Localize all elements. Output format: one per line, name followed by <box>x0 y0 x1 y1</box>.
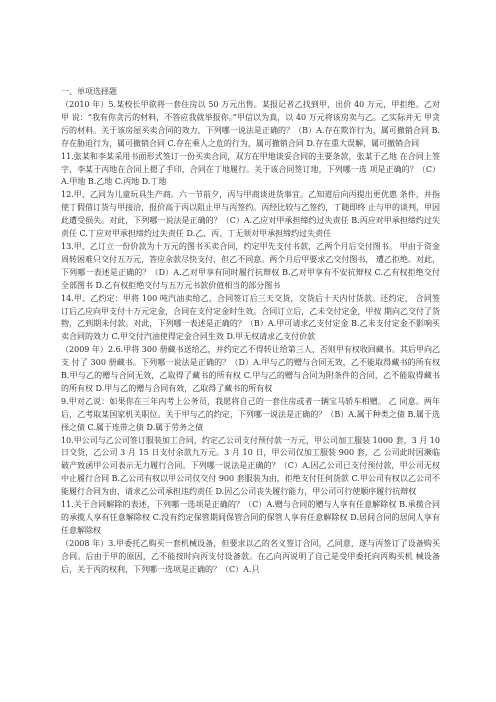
question-paragraph: （2009 年）2.6.甲将 300 册藏书送给乙，并约定乙不得转让给第三人，否则甲有权收回藏书。其后甲向乙支 付了 300 册藏书。下列哪一说法是正确的？（D）A.甲与乙的赠与合同无效，乙不能取得藏书的所有权 B.甲与乙的赠与合同无效，乙取得了藏书的所有权 C.甲与乙的赠与合同为附条件的合同，乙不能取得藏书的所有权 D.甲与乙的赠与合同有效，乙取得了藏书的所有权 <box>61 345 440 393</box>
question-paragraph: （2008 年）3.甲委托乙购买一套机械设备，但要求以乙的名义签订合同，乙同意，遂与丙签订了设备购买 合同。后由于甲的原因，乙不能按时向丙支付设备款。在乙向丙说明了自己是受甲委托向丙购买机 械设备后，关于丙的权利，下列哪一选项是正确的？（C）A.只 <box>61 538 440 574</box>
section-title: 一、单项选择题 <box>61 87 117 96</box>
question-paragraph: 11.关于合同解除的表述，下列哪一选项是正确的？（C）A.赠与合同的赠与人享有任意解除权 B.承揽合同的承揽人享有任意解除权 C.没有约定保管期间保管合同的保管人享有任意解除权 D.居间合同的居间人享有任意解除权 <box>61 500 440 535</box>
question-paragraph: （2010 年）5.某校长甲欲将一套住房以 50 万元出售。某报记者乙找到甲，出价 40 万元，甲拒绝。乙对甲 说：“我有你贪污的材料，不答应我就举报你。”甲信以为真，以 40 万元将该房卖与乙。乙实际并无 甲贪污的材料。关于该房屋买卖合同的效力，下列哪一说法是正确的？（B）A.存在欺诈行为，属可撤销合同 B.存在胁迫行为，属可撤销合同 C.存在乘人之危的行为，属可撤销合同 D.存在重大误解，属可撤销合同 <box>61 100 440 148</box>
question-paragraph: 10.甲公司与乙公司签订服装加工合同，约定乙公司支付预付款一万元，甲公司加工服装 1000 套，3 月 10 日交货，乙公司 3 月 15 日支付余款九万元。3 月 10 日，甲公司仅加工服装 900 套，乙 公司此时因濒临破产致函甲公司表示无力履行合同。下列哪一说法是正确的？（C）A.因乙公司已支付预付款，甲公司无权中止履行合同 B.乙公司有权以甲公司仅交付 900 套服装为由，拒绝支付任何货款 C.甲公司有权以乙公司不能履行合同为由，请求乙公司承担违约责任 D.因乙公司丧失履行能力，甲公司可行使顺序履行抗辩权 <box>61 435 440 497</box>
question-paragraph: 14.甲、乙约定：甲将 100 吨汽油卖给乙，合同签订后三天交货，交货后十天内付货款。还约定， 合同签订后乙应向甲支付十万元定金，合同在支付定金时生效。合同订立后，乙未交付定金，甲按 期向乙交付了货物，乙到期未付款。对此，下列哪一表述是正确的？（B）A.甲可请求乙支付定金 B.乙未支付定金不影响买卖合同的效力 C.甲交付汽油使得定金合同生效 D.甲无权请求乙支付价款 <box>61 293 440 342</box>
document-body <box>61 99 440 577</box>
question-paragraph: 9.甲对乙说：如果你在三年内考上公务员，我愿将自己的一套住房或者一辆宝马轿车相赠。 乙 同意。两年后，乙考取某国家机关职位。关于甲与乙的约定，下列哪一说法是正确的？（B）A.属于种类之债 B.属于选择之债 C.属于连带之债 D.属于劳务之债 <box>61 396 440 432</box>
question-paragraph: 13.甲、乙订立一份价款为十万元的图书买卖合同，约定甲先支付书款，乙两个月后交付图书。 甲由于资金周转困难只交付五万元，答应余款尽快支付，但乙不同意。两个月后甲要求乙交付图书， 遭乙拒绝。对此，下列哪一表述是正确的？（D）A.乙对甲享有同时履行抗辩权 B.乙对甲享有不安抗辩权 C.乙有权拒绝交付全部图书 D.乙有权拒绝交付与五万元书款价值相当的部分图书 <box>61 241 440 290</box>
question-paragraph: 12.甲、乙同为儿童玩具生产商。六一节前夕，丙与甲商谈进货事宜。乙知道后向丙提出更优惠 条件，并指使丁假借订货与甲接洽，报价高于丙以阻止甲与丙签约。丙经比较与乙签约，丁随即终 止与甲的谈判，甲因此遭受损失。对此，下列哪一说法是正确的？（C）A.乙应对甲承担缔约过失责任 B.丙应对甲承担缔约过失责任 C.丁应对甲承担缔约过失责任 D.乙、丙、丁无须对甲承担缔约过失责任 <box>61 190 440 239</box>
question-paragraph: 11.张某和李某采用书面形式签订一份买卖合同，双方在甲地谈妥合同的主要条款，张某于乙地 在合同上签字，李某于丙地在合同上摁了手印，合同在丁地履行。关于该合同签订地，下列哪一选 项是正确的？（C）A.甲地 B.乙地 C.丙地 D.丁地 <box>61 151 440 187</box>
